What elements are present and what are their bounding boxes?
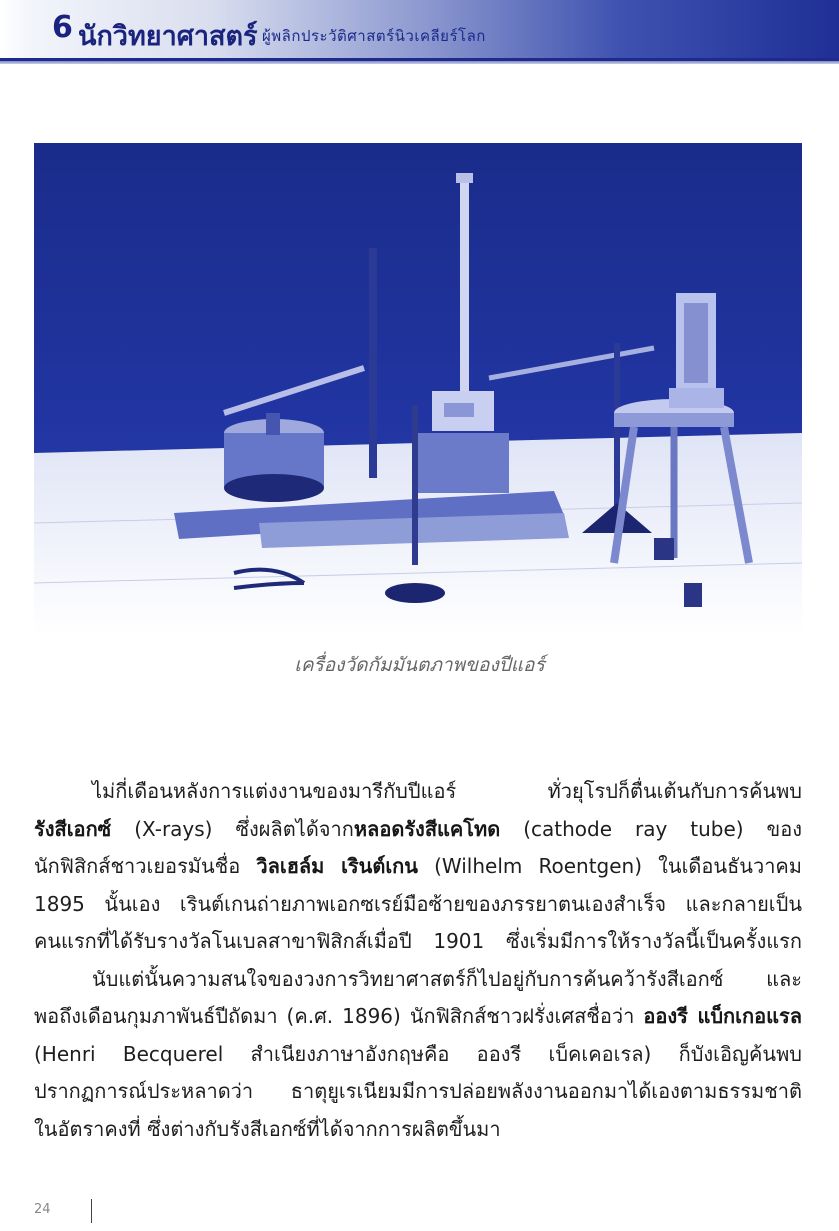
chapter-header-bar	[0, 0, 839, 58]
paragraph-1-line-3	[34, 848, 802, 886]
chapter-title: นักวิทยาศาสตร์	[78, 21, 258, 52]
paragraph-2-line-2	[34, 998, 802, 1036]
paragraph-1-line-4: 1895 นั้นเอง เรินต์เกนถ่ายภาพเอกซเรย์มือซ้ายของภรรยาตนเองสำเร็จ และกลายเป็น	[34, 891, 802, 916]
paragraph-2-line-4: ปรากฏการณ์ประหลาดว่า ธาตุยูเรเนียมมีการปล่อยพลังงานออกมาได้เองตามธรรมชาติ	[34, 1079, 802, 1103]
name-roentgen: วิลเฮล์ม เรินต์เกน	[256, 854, 418, 878]
header-divider	[0, 58, 839, 64]
text-run: (cathode ray tube) ของ	[500, 816, 802, 841]
page-number: 24	[34, 1202, 51, 1217]
text-run: (X-rays) ซึ่งผลิตได้จาก	[111, 816, 354, 841]
instrument-photo	[34, 143, 802, 636]
figure-caption: เครื่องวัดกัมมันตภาพของปีแอร์	[294, 654, 545, 676]
paragraph-2-line-1: นับแต่นั้นความสนใจของวงการวิทยาศาสตร์ก็ไปอยู่กับการค้นคว้ารังสีเอกซ์ และ	[92, 966, 802, 991]
paragraph-2-line-3: (Henri Becquerel สำเนียงภาษาอังกฤษคือ อองรี เบ็คเคอเรล) ก็บังเอิญค้นพบ	[34, 1041, 802, 1066]
paragraph-2-line-5: ในอัตราคงที่ ซึ่งต่างกับรังสีเอกซ์ที่ได้จากการผลิตขึ้นมา	[34, 1116, 501, 1141]
term-cathode-ray-tube: หลอดรังสีแคโทด	[353, 816, 501, 841]
paragraph-1-line-2	[34, 811, 802, 849]
text-run: พอถึงเดือนกุมภาพันธ์ปีถัดมา (ค.ศ. 1896) นักฟิสิกส์ชาวฝรั่งเศสชื่อว่า	[34, 1004, 644, 1028]
article-body	[34, 773, 802, 1148]
term-x-rays: รังสีเอกซ์	[34, 816, 112, 841]
footer-divider	[91, 1199, 92, 1223]
chapter-number: 6	[52, 10, 74, 45]
name-becquerel: อองรี แบ็กเกอแรล	[643, 1004, 802, 1028]
paragraph-1-line-5: คนแรกที่ได้รับรางวัลโนเบลสาขาฟิสิกส์เมื่อปี 1901 ซึ่งเริ่มมีการให้รางวัลนี้เป็นครั้งแรก	[34, 929, 802, 953]
paragraph-1-line-1: ไม่กี่เดือนหลังการแต่งงานของมารีกับปีแอร์ ทั่วยุโรปก็ตื่นเต้นกับการค้นพบ	[92, 779, 802, 803]
chapter-subtitle: ผู้พลิกประวัติศาสตร์นิวเคลียร์โลก	[262, 27, 486, 45]
text-run: (Wilhelm Roentgen) ในเดือนธันวาคม	[417, 854, 802, 878]
text-run: นักฟิสิกส์ชาวเยอรมันชื่อ	[34, 854, 257, 878]
